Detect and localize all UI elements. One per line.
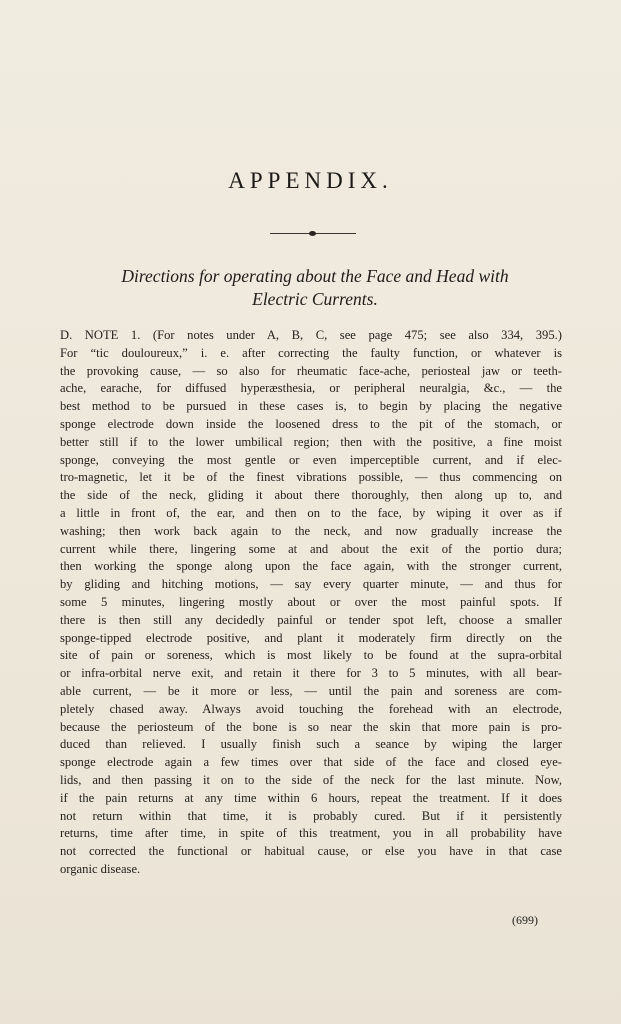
body-line: then working the sponge along upon the face again, with the stronger current, [60,559,562,574]
body-line: the provoking cause, — so also for rheumatic face-ache, periosteal jaw or teeth- [60,363,562,378]
body-line: pletely chased away. Always avoid touching the forehead with an electrode, [60,701,562,716]
body-line: by gliding and hitching motions, — say every quarter minute, — and thus for [60,577,562,592]
body-line: if the pain returns at any time within 6 hours, repeat the treatment. If it does [60,790,562,805]
body-line: lids, and then passing it on to the side of the neck for the last minute. Now, [60,772,562,787]
page-number: (699) [512,913,538,927]
body-line: a little in front of, the ear, and then on to the face, by wiping it over as if [60,505,562,520]
body-line: best method to be pursued in these cases is, to begin by placing the negative [60,399,562,414]
appendix-heading: APPENDIX. [228,168,393,193]
body-line: sponge, conveying the most gentle or even imperceptible current, and if elec- [60,452,562,467]
body-line: sponge electrode again a few times over that side of the face and closed eye- [60,755,562,770]
body-line: able current, — be it more or less, — until the pain and soreness are com- [60,683,562,698]
body-line: not return within that time, it is probably cured. But if it persistently [60,808,562,823]
body-line: organic disease. [60,861,141,876]
body-line: because the periosteum of the bone is so near the skin that more pain is pro- [60,719,562,734]
body-line: better still if to the lower umbilical region; then with the positive, a fine moist [60,434,562,449]
body-line: not corrected the functional or habitual cause, or else you have in that case [60,844,562,859]
body-line: the side of the neck, gliding it about there thoroughly, then along up to, and [60,488,562,503]
body-line: sponge electrode down inside the loosened dress to the pit of the stomach, or [60,416,562,431]
body-line: site of pain or soreness, which is most likely to be found at the supra-orbital [60,648,562,663]
body-line: D. NOTE 1. (For notes under A, B, C, see page 475; see also 334, 395.) [60,328,562,342]
body-line: there is then still any decidedly painful or tender spot left, choose a smaller [60,612,562,627]
subtitle-line-1: Directions for operating about the Face and Head with [121,266,509,286]
body-line: duced than relieved. I usually finish such a seance by wiping the larger [60,737,562,752]
body-line: current while there, lingering some at and about the exit of the portio dura; [60,541,562,556]
body-line: tro-magnetic, let it be of the finest vibrations possible, — thus commencing on [60,470,562,485]
body-line: For “tic douloureux,” i. e. after correcting the faulty function, or whatever is [60,345,562,360]
body-line: some 5 minutes, lingering mostly about or over the most painful spots. If [60,594,562,609]
section-subtitle [60,265,570,311]
body-line: washing; then work back again to the neck, and now gradually increase the [60,523,562,538]
body-line: returns, time after time, in spite of this treatment, you in all probability have [60,826,562,841]
body-paragraph [60,327,562,879]
rule-ornament-dot [309,231,316,236]
subtitle-line-2: Electric Currents. [252,289,378,309]
body-line: sponge-tipped electrode positive, and plant it moderately firm directly on the [60,630,562,645]
body-line: or infra-orbital nerve exit, and retain it there for 3 to 5 minutes, with all bear- [60,666,562,681]
body-line: ache, earache, for diffused hyperæsthesia, or peripheral neuralgia, &c., — the [60,381,562,396]
